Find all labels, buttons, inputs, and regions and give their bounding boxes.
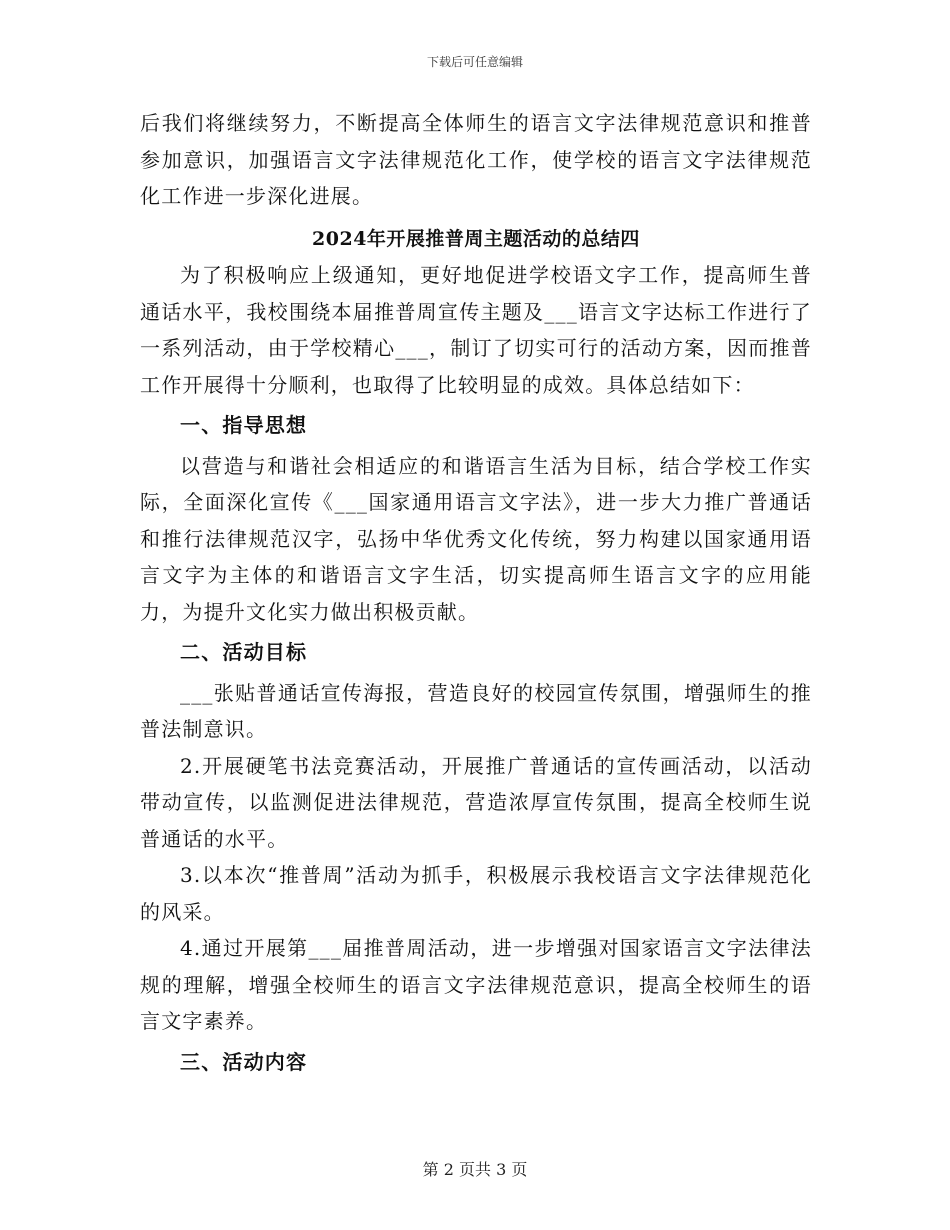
document-body — [140, 105, 812, 1084]
section-heading-guiding-thought: 一、指导思想 — [180, 413, 308, 437]
page-header: 下载后可任意编辑 — [426, 55, 523, 69]
document-title: 2024年开展推普周主题活动的总结四 — [312, 227, 640, 250]
opening-paragraph: 为了积极响应上级通知，更好地促进学校语文字工作，提高师生普通话水平，我校围绕本届推普周宣传主题及___语言文字达标工作进行了一系列活动，由于学校精心___，制订了切实可行的活动方案，因而推普工作开展得十分顺利，也取得了比较明显的成效。具体总结如下： — [140, 263, 812, 397]
goal-item-3: 3.以本次“推普周”活动为抓手，积极展示我校语言文字法律规范化的风采。 — [140, 863, 812, 924]
section-heading-activity-goals: 二、活动目标 — [180, 640, 308, 664]
guiding-thought-paragraph: 以营造与和谐社会相适应的和谐语言生活为目标，结合学校工作实际，全面深化宣传《___国家通用语言文字法》，进一步大力推广普通话和推行法律规范汉字，弘扬中华优秀文化传统，努力构建以国家通用语言文字为主体的和谐语言文字生活，切实提高师生语言文字的应用能力，为提升文化实力做出积极贡献。 — [140, 453, 812, 624]
goal-item-2: 2.开展硬笔书法竞赛活动，开展推广普通话的宣传画活动，以活动带动宣传，以监测促进法律规范，营造浓厚宣传氛围，提高全校师生说普通话的水平。 — [140, 753, 812, 851]
goal-item-4: 4.通过开展第___届推普周活动，进一步增强对国家语言文字法律法规的理解，增强全校师生的语言文字法律规范意识，提高全校师生的语言文字素养。 — [140, 936, 812, 1033]
section-heading-activity-content: 三、活动内容 — [180, 1049, 308, 1074]
page-footer: 第 2 页共 3 页 — [422, 1160, 528, 1179]
goal-item-1: ___张贴普通话宣传海报，营造良好的校园宣传氛围，增强师生的推普法制意识。 — [140, 680, 812, 741]
intro-paragraph: 后我们将继续努力，不断提高全体师生的语言文字法律规范意识和推普参加意识，加强语言文字法律规范化工作，使学校的语言文字法律规范化工作进一步深化进展。 — [140, 111, 812, 208]
